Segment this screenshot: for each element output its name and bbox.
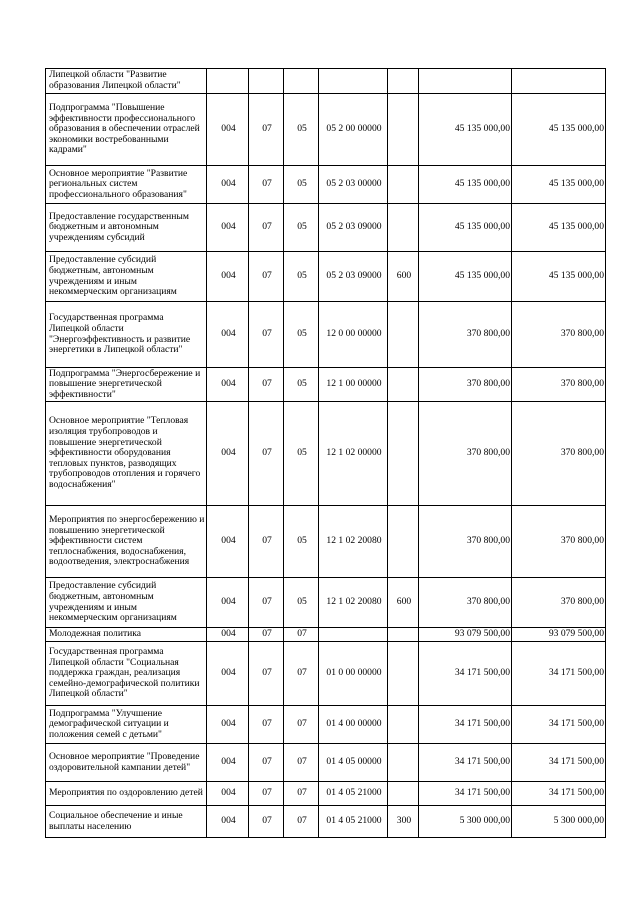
cell-department-code: 004 xyxy=(207,402,249,506)
cell-section-code: 07 xyxy=(249,744,284,782)
cell-target-article: 01 4 00 00000 xyxy=(319,706,388,744)
table-row xyxy=(46,402,606,506)
cell-department-code: 004 xyxy=(207,628,249,642)
cell-name: Подпрограмма "Повышение эффективности профессионального образования в обеспечении отраслей экономики востребованными кадрами" xyxy=(46,94,207,166)
cell-subsection-code: 07 xyxy=(284,642,319,706)
cell-target-article: 01 0 00 00000 xyxy=(319,642,388,706)
cell-subsection-code: 05 xyxy=(284,166,319,204)
cell-expense-type xyxy=(388,94,419,166)
table-row xyxy=(46,744,606,782)
cell-target-article: 12 0 00 00000 xyxy=(319,302,388,368)
cell-target-article: 01 4 05 00000 xyxy=(319,744,388,782)
cell-expense-type xyxy=(388,204,419,252)
cell-amount-2: 370 800,00 xyxy=(512,578,606,628)
cell-section-code xyxy=(249,69,284,94)
cell-department-code: 004 xyxy=(207,94,249,166)
cell-section-code: 07 xyxy=(249,782,284,806)
cell-amount-1: 93 079 500,00 xyxy=(419,628,512,642)
cell-department-code xyxy=(207,69,249,94)
cell-subsection-code xyxy=(284,69,319,94)
cell-target-article: 05 2 03 00000 xyxy=(319,166,388,204)
table-row xyxy=(46,642,606,706)
cell-target-article: 01 4 05 21000 xyxy=(319,782,388,806)
cell-name: Мероприятия по оздоровлению детей xyxy=(46,782,207,806)
cell-section-code: 07 xyxy=(249,706,284,744)
table-row xyxy=(46,302,606,368)
cell-department-code: 004 xyxy=(207,782,249,806)
cell-expense-type xyxy=(388,642,419,706)
cell-expense-type xyxy=(388,706,419,744)
table-row xyxy=(46,204,606,252)
cell-department-code: 004 xyxy=(207,744,249,782)
table-row xyxy=(46,69,606,94)
cell-amount-1: 5 300 000,00 xyxy=(419,806,512,838)
table-row xyxy=(46,782,606,806)
cell-name: Основное мероприятие "Развитие региональных систем профессионального образования" xyxy=(46,166,207,204)
cell-expense-type: 600 xyxy=(388,578,419,628)
budget-table xyxy=(45,68,606,838)
cell-amount-2: 34 171 500,00 xyxy=(512,642,606,706)
cell-department-code: 004 xyxy=(207,302,249,368)
cell-amount-1: 34 171 500,00 xyxy=(419,706,512,744)
cell-expense-type: 300 xyxy=(388,806,419,838)
cell-name: Предоставление государственным бюджетным и автономным учреждениям субсидий xyxy=(46,204,207,252)
table-row xyxy=(46,94,606,166)
cell-subsection-code: 05 xyxy=(284,368,319,402)
cell-expense-type xyxy=(388,506,419,578)
cell-amount-1: 370 800,00 xyxy=(419,506,512,578)
cell-subsection-code: 07 xyxy=(284,628,319,642)
cell-name: Мероприятия по энергосбережению и повышению энергетической эффективности систем теплоснабжения, водоснабжения, водоотведения, электроснабжения xyxy=(46,506,207,578)
cell-target-article xyxy=(319,69,388,94)
cell-amount-1: 45 135 000,00 xyxy=(419,94,512,166)
cell-name: Основное мероприятие "Проведение оздоровительной кампании детей" xyxy=(46,744,207,782)
cell-name: Государственная программа Липецкой области "Энергоэффективность и развитие энергетики в Липецкой области" xyxy=(46,302,207,368)
cell-section-code: 07 xyxy=(249,302,284,368)
cell-expense-type xyxy=(388,628,419,642)
cell-department-code: 004 xyxy=(207,506,249,578)
cell-section-code: 07 xyxy=(249,628,284,642)
cell-target-article: 01 4 05 21000 xyxy=(319,806,388,838)
table-row xyxy=(46,578,606,628)
cell-name: Основное мероприятие "Тепловая изоляция трубопроводов и повышение энергетической эффективности оборудования тепловых пунктов, разводящих трубопроводов отопления и горячего водоснабжения" xyxy=(46,402,207,506)
cell-amount-2 xyxy=(512,69,606,94)
cell-subsection-code: 05 xyxy=(284,302,319,368)
cell-section-code: 07 xyxy=(249,506,284,578)
cell-section-code: 07 xyxy=(249,252,284,302)
cell-amount-2: 45 135 000,00 xyxy=(512,94,606,166)
cell-amount-2: 370 800,00 xyxy=(512,302,606,368)
cell-subsection-code: 05 xyxy=(284,204,319,252)
cell-amount-2: 370 800,00 xyxy=(512,368,606,402)
cell-department-code: 004 xyxy=(207,578,249,628)
cell-amount-1: 370 800,00 xyxy=(419,402,512,506)
cell-name: Социальное обеспечение и иные выплаты населению xyxy=(46,806,207,838)
cell-target-article: 05 2 03 09000 xyxy=(319,204,388,252)
cell-expense-type xyxy=(388,302,419,368)
cell-department-code: 004 xyxy=(207,204,249,252)
document-page xyxy=(45,68,606,838)
cell-amount-1: 45 135 000,00 xyxy=(419,252,512,302)
cell-name: Липецкой области "Развитие образования Липецкой области" xyxy=(46,69,207,94)
cell-section-code: 07 xyxy=(249,578,284,628)
cell-subsection-code: 05 xyxy=(284,578,319,628)
table-body xyxy=(46,69,606,838)
cell-subsection-code: 07 xyxy=(284,806,319,838)
cell-target-article: 12 1 00 00000 xyxy=(319,368,388,402)
table-row xyxy=(46,166,606,204)
cell-amount-1: 45 135 000,00 xyxy=(419,166,512,204)
cell-section-code: 07 xyxy=(249,368,284,402)
cell-amount-1 xyxy=(419,69,512,94)
cell-amount-2: 34 171 500,00 xyxy=(512,782,606,806)
cell-target-article xyxy=(319,628,388,642)
cell-expense-type xyxy=(388,782,419,806)
cell-amount-1: 34 171 500,00 xyxy=(419,744,512,782)
cell-subsection-code: 07 xyxy=(284,706,319,744)
cell-department-code: 004 xyxy=(207,806,249,838)
cell-section-code: 07 xyxy=(249,166,284,204)
cell-amount-2: 34 171 500,00 xyxy=(512,744,606,782)
cell-subsection-code: 07 xyxy=(284,782,319,806)
cell-department-code: 004 xyxy=(207,642,249,706)
cell-target-article: 12 1 02 00000 xyxy=(319,402,388,506)
cell-amount-2: 34 171 500,00 xyxy=(512,706,606,744)
cell-subsection-code: 07 xyxy=(284,744,319,782)
cell-expense-type xyxy=(388,368,419,402)
cell-expense-type xyxy=(388,69,419,94)
cell-department-code: 004 xyxy=(207,368,249,402)
cell-subsection-code: 05 xyxy=(284,252,319,302)
cell-amount-2: 370 800,00 xyxy=(512,402,606,506)
cell-expense-type xyxy=(388,744,419,782)
cell-section-code: 07 xyxy=(249,402,284,506)
cell-department-code: 004 xyxy=(207,252,249,302)
cell-amount-1: 370 800,00 xyxy=(419,368,512,402)
cell-target-article: 12 1 02 20080 xyxy=(319,578,388,628)
cell-amount-2: 45 135 000,00 xyxy=(512,166,606,204)
cell-section-code: 07 xyxy=(249,94,284,166)
cell-amount-1: 34 171 500,00 xyxy=(419,642,512,706)
table-row xyxy=(46,506,606,578)
cell-subsection-code: 05 xyxy=(284,94,319,166)
table-row xyxy=(46,706,606,744)
cell-target-article: 05 2 00 00000 xyxy=(319,94,388,166)
cell-department-code: 004 xyxy=(207,706,249,744)
cell-department-code: 004 xyxy=(207,166,249,204)
cell-amount-1: 34 171 500,00 xyxy=(419,782,512,806)
cell-name: Молодежная политика xyxy=(46,628,207,642)
cell-amount-2: 45 135 000,00 xyxy=(512,252,606,302)
cell-subsection-code: 05 xyxy=(284,506,319,578)
cell-section-code: 07 xyxy=(249,806,284,838)
cell-target-article: 05 2 03 09000 xyxy=(319,252,388,302)
cell-expense-type xyxy=(388,402,419,506)
cell-section-code: 07 xyxy=(249,204,284,252)
cell-amount-2: 5 300 000,00 xyxy=(512,806,606,838)
cell-expense-type xyxy=(388,166,419,204)
table-row xyxy=(46,368,606,402)
cell-amount-1: 370 800,00 xyxy=(419,302,512,368)
cell-name: Государственная программа Липецкой области "Социальная поддержка граждан, реализация семейно-демографической политики Липецкой области" xyxy=(46,642,207,706)
cell-name: Предоставление субсидий бюджетным, автономным учреждениям и иным некоммерческим организациям xyxy=(46,252,207,302)
table-row xyxy=(46,806,606,838)
cell-subsection-code: 05 xyxy=(284,402,319,506)
cell-target-article: 12 1 02 20080 xyxy=(319,506,388,578)
cell-amount-1: 45 135 000,00 xyxy=(419,204,512,252)
cell-amount-2: 370 800,00 xyxy=(512,506,606,578)
cell-section-code: 07 xyxy=(249,642,284,706)
cell-name: Подпрограмма "Улучшение демографической ситуации и положения семей с детьми" xyxy=(46,706,207,744)
cell-amount-2: 45 135 000,00 xyxy=(512,204,606,252)
table-row xyxy=(46,252,606,302)
table-row xyxy=(46,628,606,642)
cell-name: Предоставление субсидий бюджетным, автономным учреждениям и иным некоммерческим организациям xyxy=(46,578,207,628)
cell-amount-2: 93 079 500,00 xyxy=(512,628,606,642)
cell-name: Подпрограмма "Энергосбережение и повышение энергетической эффективности" xyxy=(46,368,207,402)
cell-amount-1: 370 800,00 xyxy=(419,578,512,628)
cell-expense-type: 600 xyxy=(388,252,419,302)
